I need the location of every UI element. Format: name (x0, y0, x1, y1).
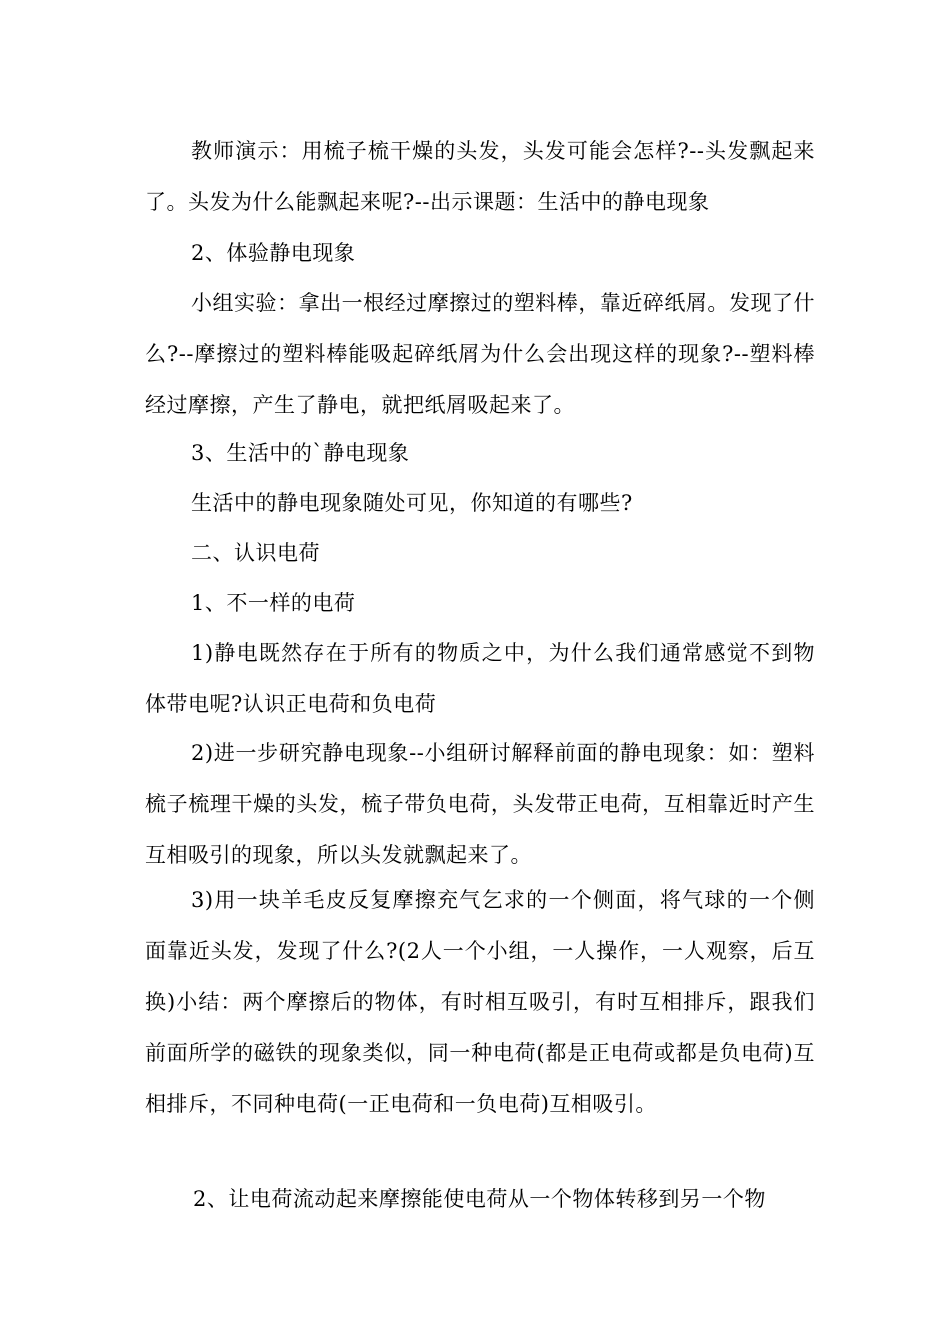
paragraph-item-1: 1)静电既然存在于所有的物质之中，为什么我们通常感觉不到物体带电呢?认识正电荷和负电荷 (145, 641, 815, 716)
paragraph-group-experiment: 小组实验：拿出一根经过摩擦过的塑料棒，靠近碎纸屑。发现了什么?--摩擦过的塑料棒能吸起碎纸屑为什么会出现这样的现象?--塑料棒经过摩擦，产生了静电，就把纸屑吸起来了。 (145, 291, 815, 417)
heading-know-charges: 二、认识电荷 (191, 541, 320, 565)
paragraph-static-everywhere: 生活中的静电现象随处可见，你知道的有哪些? (191, 491, 633, 515)
heading-different-charges: 1、不一样的电荷 (191, 591, 356, 615)
heading-static-in-life: 3、生活中的`静电现象 (191, 441, 410, 465)
paragraph-item-3: 3)用一块羊毛皮反复摩擦充气乞求的一个侧面，将气球的一个侧面靠近头发，发现了什么?(2人一个小组，一人操作，一人观察，后互换)小结：两个摩擦后的物体，有时相互吸引，有时互相排斥，跟我们前面所学的磁铁的现象类似，同一种电荷(都是正电荷或都是负电荷)互相排斥，不同种电荷(一正电荷和一负电荷)互相吸引。 (145, 888, 815, 1116)
heading-flow-charges: 2、让电荷流动起来摩擦能使电荷从一个物体转移到另一个物 (193, 1187, 766, 1211)
heading-experience-static: 2、体验静电现象 (191, 241, 356, 265)
paragraph-teacher-demo: 教师演示：用梳子梳干燥的头发，头发可能会怎样?--头发飘起来了。头发为什么能飘起来呢?--出示课题：生活中的静电现象 (145, 139, 815, 214)
paragraph-item-2: 2)进一步研究静电现象--小组研讨解释前面的静电现象：如：塑料梳子梳理干燥的头发，梳子带负电荷，头发带正电荷，互相靠近时产生互相吸引的现象，所以头发就飘起来了。 (145, 741, 815, 867)
